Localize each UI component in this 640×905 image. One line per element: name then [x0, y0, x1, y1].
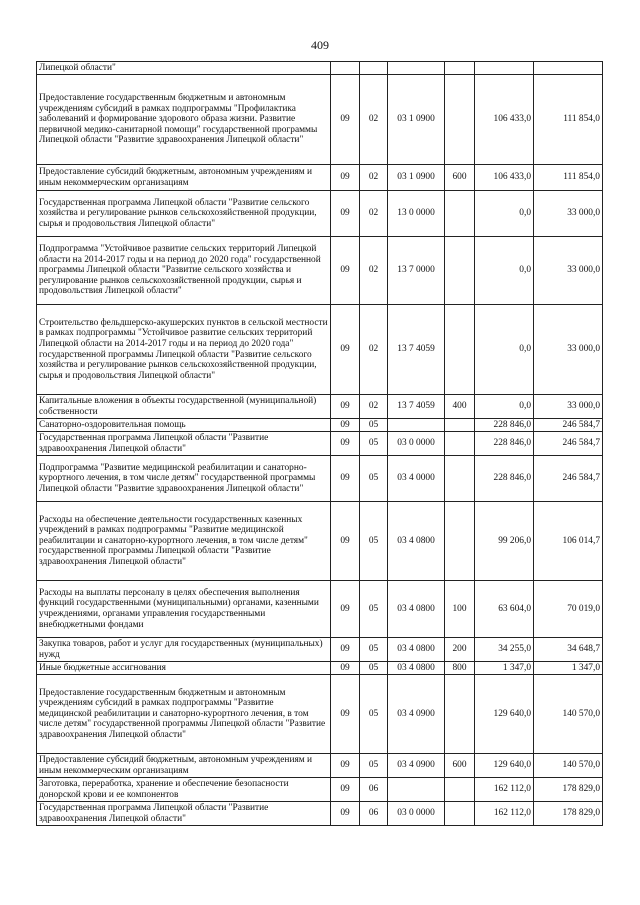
table-row [37, 237, 603, 305]
section-code: 09 [331, 191, 360, 237]
target-article-code [388, 62, 445, 75]
section-code: 09 [331, 802, 360, 826]
item-name: Предоставление государственным бюджетным и автономным учреждениям субсидий в рамках подпрограммы "Профилактика заболеваний и формирование здорового образа жизни. Развитие первичной медико-санитарной помощи" государственной программы Липецкой области "Развитие здравоохранения Липецкой области" [37, 75, 331, 165]
expense-type-code: 600 [445, 165, 475, 191]
amount-year-2: 178 829,0 [534, 802, 603, 826]
amount-year-1: 228 846,0 [475, 419, 534, 432]
expense-type-code: 100 [445, 581, 475, 638]
table-row [37, 395, 603, 419]
section-code: 09 [331, 456, 360, 502]
item-name: Санаторно-оздоровительная помощь [37, 419, 331, 432]
table-row [37, 165, 603, 191]
subsection-code: 05 [360, 675, 388, 754]
amount-year-1: 99 206,0 [475, 502, 534, 581]
amount-year-1: 1 347,0 [475, 662, 534, 675]
item-name: Подпрограмма "Развитие медицинской реабилитации и санаторно-курортного лечения, в том числе детям" государственной программы Липецкой области "Развитие здравоохранения Липецкой области" [37, 456, 331, 502]
amount-year-1: 106 433,0 [475, 165, 534, 191]
subsection-code: 02 [360, 191, 388, 237]
table-row [37, 754, 603, 778]
section-code: 09 [331, 662, 360, 675]
amount-year-2: 33 000,0 [534, 191, 603, 237]
item-name: Капитальные вложения в объекты государственной (муниципальной) собственности [37, 395, 331, 419]
amount-year-1: 0,0 [475, 395, 534, 419]
section-code: 09 [331, 237, 360, 305]
subsection-code: 05 [360, 456, 388, 502]
table-row [37, 778, 603, 802]
table-row [37, 305, 603, 395]
expense-type-code [445, 305, 475, 395]
item-name: Предоставление государственным бюджетным и автономным учреждениям субсидий в рамках подпрограммы "Развитие медицинской реабилитации и санаторно-курортного лечения, в том числе детям" государственной программы Липецкой области "Развитие здравоохранения Липецкой области" [37, 675, 331, 754]
target-article-code: 03 4 0800 [388, 581, 445, 638]
table-row [37, 75, 603, 165]
amount-year-2: 1 347,0 [534, 662, 603, 675]
target-article-code: 13 7 0000 [388, 237, 445, 305]
subsection-code: 02 [360, 75, 388, 165]
amount-year-2: 246 584,7 [534, 456, 603, 502]
amount-year-2: 140 570,0 [534, 675, 603, 754]
section-code: 09 [331, 432, 360, 456]
amount-year-1: 106 433,0 [475, 75, 534, 165]
amount-year-2: 246 584,7 [534, 419, 603, 432]
amount-year-1: 0,0 [475, 305, 534, 395]
amount-year-2: 70 019,0 [534, 581, 603, 638]
table-row [37, 581, 603, 638]
section-code: 09 [331, 419, 360, 432]
section-code: 09 [331, 754, 360, 778]
amount-year-2: 34 648,7 [534, 638, 603, 662]
target-article-code: 03 4 0900 [388, 754, 445, 778]
table-row [37, 456, 603, 502]
section-code: 09 [331, 675, 360, 754]
expense-type-code: 800 [445, 662, 475, 675]
item-name: Государственная программа Липецкой области "Развитие здравоохранения Липецкой области" [37, 432, 331, 456]
amount-year-1: 228 846,0 [475, 456, 534, 502]
expense-type-code [445, 432, 475, 456]
item-name: Закупка товаров, работ и услуг для государственных (муниципальных) нужд [37, 638, 331, 662]
amount-year-1: 63 604,0 [475, 581, 534, 638]
section-code: 09 [331, 778, 360, 802]
table-row [37, 432, 603, 456]
amount-year-2 [534, 62, 603, 75]
item-name: Государственная программа Липецкой области "Развитие здравоохранения Липецкой области" [37, 802, 331, 826]
amount-year-1: 129 640,0 [475, 675, 534, 754]
page-number: 409 [311, 38, 329, 52]
target-article-code: 13 7 4059 [388, 395, 445, 419]
section-code: 09 [331, 638, 360, 662]
amount-year-2: 140 570,0 [534, 754, 603, 778]
subsection-code: 02 [360, 237, 388, 305]
amount-year-1: 228 846,0 [475, 432, 534, 456]
expense-type-code [445, 419, 475, 432]
section-code: 09 [331, 75, 360, 165]
item-name: Заготовка, переработка, хранение и обеспечение безопасности донорской крови и ее компонентов [37, 778, 331, 802]
amount-year-1: 162 112,0 [475, 802, 534, 826]
expense-type-code: 200 [445, 638, 475, 662]
expense-type-code [445, 675, 475, 754]
expense-type-code [445, 778, 475, 802]
subsection-code: 02 [360, 305, 388, 395]
subsection-code: 06 [360, 802, 388, 826]
target-article-code: 03 4 0900 [388, 675, 445, 754]
amount-year-2: 33 000,0 [534, 237, 603, 305]
item-name: Расходы на выплаты персоналу в целях обеспечения выполнения функций государственными (муниципальными) органами, казенными учреждениями, органами управления государственными внебюджетными фондами [37, 581, 331, 638]
amount-year-1: 162 112,0 [475, 778, 534, 802]
expense-type-code [445, 802, 475, 826]
table-row [37, 191, 603, 237]
target-article-code: 03 1 0900 [388, 75, 445, 165]
table-row [37, 802, 603, 826]
target-article-code [388, 419, 445, 432]
subsection-code: 05 [360, 432, 388, 456]
target-article-code: 13 0 0000 [388, 191, 445, 237]
target-article-code: 03 0 0000 [388, 432, 445, 456]
table-row [37, 502, 603, 581]
subsection-code [360, 62, 388, 75]
expense-type-code [445, 502, 475, 581]
expense-type-code [445, 75, 475, 165]
expense-type-code [445, 237, 475, 305]
item-name: Государственная программа Липецкой области "Развитие сельского хозяйства и регулирование рынков сельскохозяйственной продукции, сырья и продовольствия Липецкой области" [37, 191, 331, 237]
amount-year-1 [475, 62, 534, 75]
table-row [37, 675, 603, 754]
subsection-code: 05 [360, 502, 388, 581]
target-article-code: 03 4 0800 [388, 638, 445, 662]
target-article-code: 03 4 0800 [388, 502, 445, 581]
target-article-code: 03 0 0000 [388, 802, 445, 826]
expense-type-code [445, 191, 475, 237]
item-name: Предоставление субсидий бюджетным, автономным учреждениям и иным некоммерческим организациям [37, 754, 331, 778]
table-row [37, 638, 603, 662]
target-article-code [388, 778, 445, 802]
subsection-code: 05 [360, 419, 388, 432]
table-row [37, 62, 603, 75]
section-code: 09 [331, 395, 360, 419]
section-code: 09 [331, 165, 360, 191]
item-name: Иные бюджетные ассигнования [37, 662, 331, 675]
item-name: Расходы на обеспечение деятельности государственных казенных учреждений в рамках подпрограммы "Развитие медицинской реабилитации и санаторно-курортного лечения, в том числе детям" государственной программы Липецкой области "Развитие здравоохранения Липецкой области" [37, 502, 331, 581]
amount-year-2: 111 854,0 [534, 75, 603, 165]
target-article-code: 03 1 0900 [388, 165, 445, 191]
expense-type-code: 400 [445, 395, 475, 419]
subsection-code: 02 [360, 395, 388, 419]
subsection-code: 02 [360, 165, 388, 191]
item-name: Предоставление субсидий бюджетным, автономным учреждениям и иным некоммерческим организациям [37, 165, 331, 191]
subsection-code: 05 [360, 754, 388, 778]
item-name: Подпрограмма "Устойчивое развитие сельских территорий Липецкой области на 2014-2017 годы и на период до 2020 года" государственной программы Липецкой области "Развитие сельского хозяйства и регулирование рынков сельскохозяйственной продукции, сырья и продовольствия Липецкой области" [37, 237, 331, 305]
amount-year-2: 111 854,0 [534, 165, 603, 191]
item-name: Липецкой области" [37, 62, 331, 75]
amount-year-2: 33 000,0 [534, 395, 603, 419]
subsection-code: 05 [360, 662, 388, 675]
amount-year-1: 0,0 [475, 191, 534, 237]
subsection-code: 05 [360, 638, 388, 662]
table-row [37, 662, 603, 675]
target-article-code: 03 4 0800 [388, 662, 445, 675]
amount-year-1: 129 640,0 [475, 754, 534, 778]
expense-type-code: 600 [445, 754, 475, 778]
amount-year-2: 178 829,0 [534, 778, 603, 802]
expense-type-code [445, 456, 475, 502]
amount-year-1: 0,0 [475, 237, 534, 305]
amount-year-2: 246 584,7 [534, 432, 603, 456]
budget-table [36, 61, 603, 826]
expense-type-code [445, 62, 475, 75]
target-article-code: 13 7 4059 [388, 305, 445, 395]
amount-year-1: 34 255,0 [475, 638, 534, 662]
section-code: 09 [331, 305, 360, 395]
table-row [37, 419, 603, 432]
subsection-code: 05 [360, 581, 388, 638]
amount-year-2: 106 014,7 [534, 502, 603, 581]
target-article-code: 03 4 0000 [388, 456, 445, 502]
section-code: 09 [331, 502, 360, 581]
amount-year-2: 33 000,0 [534, 305, 603, 395]
subsection-code: 06 [360, 778, 388, 802]
item-name: Строительство фельдшерско-акушерских пунктов в сельской местности в рамках подпрограммы "Устойчивое развитие сельских территорий Липецкой области на 2014-2017 годы и на период до 2020 года" государственной программы Липецкой области "Развитие сельского хозяйства и регулирование рынков сельскохозяйственной продукции, сырья и продовольствия Липецкой области" [37, 305, 331, 395]
section-code [331, 62, 360, 75]
section-code: 09 [331, 581, 360, 638]
